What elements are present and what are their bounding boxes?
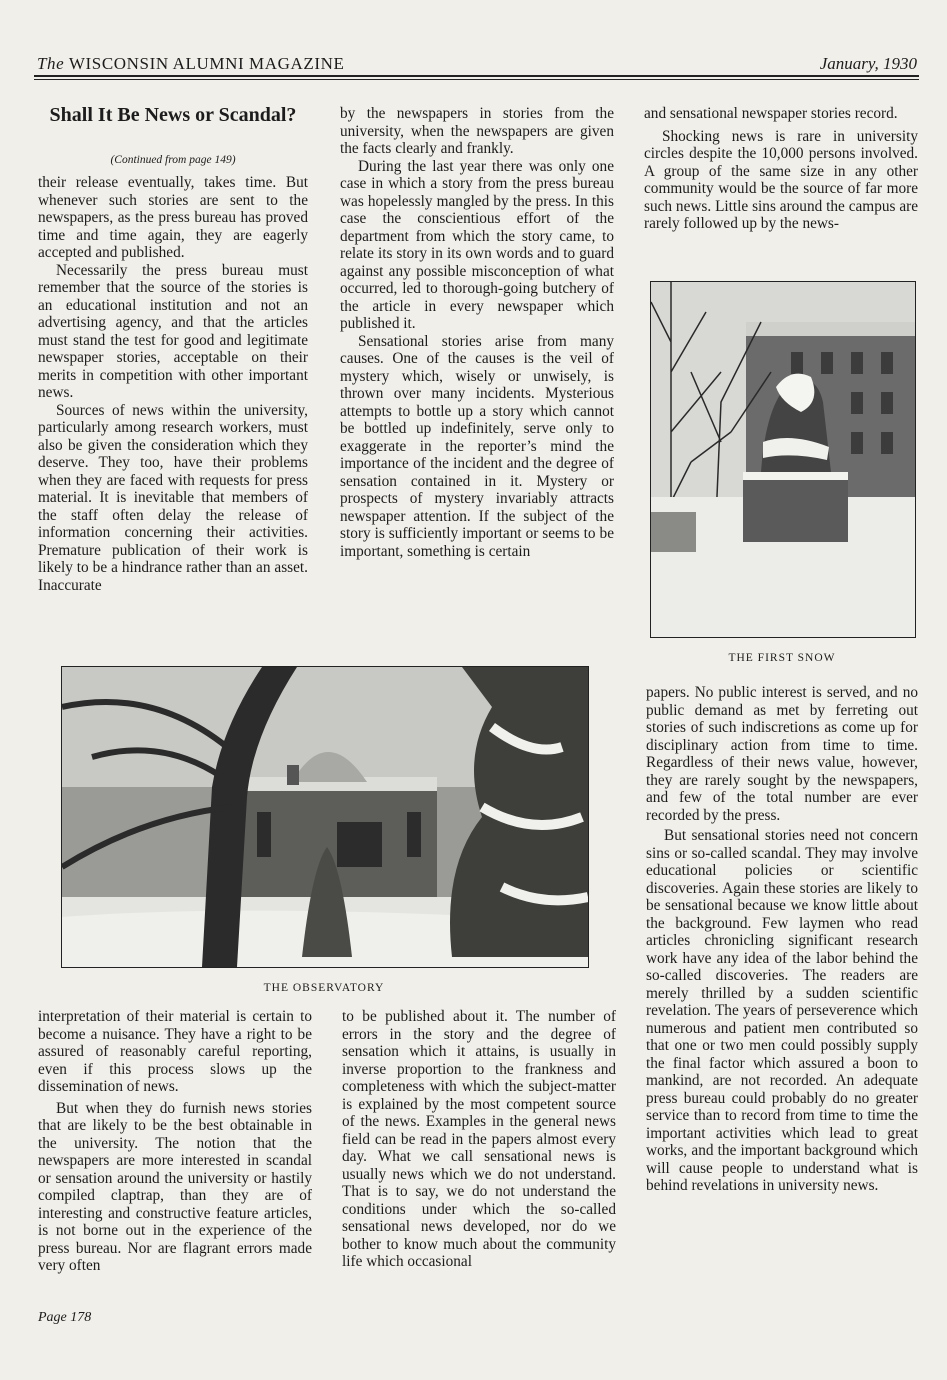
paragraph: But when they do furnish news stories that are likely to be the best obtainable in the university. The notion that the newspapers are more interested in scandal or sensation around the university or hastily compiled claptrap, than they are of interesting and constructive feature articles, is not borne out in the experience of the press bureau. Nor are flagrant errors made very often bbox=[38, 1099, 312, 1274]
first-snow-caption: THE FIRST SNOW bbox=[728, 652, 836, 664]
paragraph: papers. No public interest is served, and no public demand as met by ferreting out stories of such indiscretions as come up for disciplinary action from time to time. Regardless of their news value, however, they are rarely sought by the newspapers, and few of the total number are ever recorded by the press. bbox=[646, 684, 918, 824]
paragraph: and sensational newspaper stories record. bbox=[644, 105, 898, 122]
magazine-header bbox=[37, 54, 345, 74]
statue-in-snow-image bbox=[651, 282, 915, 637]
paragraph: interpretation of their material is certain to become a nuisance. They have a right to be assured of reasonably careful reporting, even if this process slows up the dissemination of news. bbox=[38, 1008, 312, 1095]
paragraph: by the newspapers in stories from the university, when the newspapers are given the facts clearly and frankly. bbox=[340, 105, 614, 157]
paragraph: their release eventually, takes time. But whenever such stories are sent to the newspapers, as the press bureau has proved time and time again, they are eagerly accepted and published. bbox=[38, 174, 308, 261]
column-3-bottom bbox=[646, 684, 918, 1195]
paragraph: Shocking news is rare in university circles despite the 10,000 persons involved. A group of the same size in any other community would be the source of far more such news. Little sins around the campus are rarely followed up by the news- bbox=[644, 127, 918, 232]
observatory-photo bbox=[61, 666, 589, 968]
paragraph: Sources of news within the university, particularly among research workers, must also be given the consideration which they deserve. They too, have their problems when they are faced with requests for press material. It is inevitable that members of the staff often delay the release of information concerning their activities. Premature publication of their work is likely to be a hindrance rather than an asset. Inaccurate bbox=[38, 401, 308, 594]
magazine-name: WISCONSIN ALUMNI MAGAZINE bbox=[68, 54, 345, 73]
paragraph: Sensational stories arise from many causes. One of the causes is the veil of mystery which, wisely or unwisely, is thrown over many incidents. Mysterious attempts to bottle up a story which cannot be bottled up indefinitely, serve only to exaggerate in the reporter’s mind the importance of the incident and the degree of sensation contained in it. Mystery or prospects of mystery invariably attracts newspaper attention. If the subject of the story is sufficiently important or seems to be important, something is certain bbox=[340, 332, 614, 560]
observatory-image bbox=[62, 667, 588, 967]
column-2-top bbox=[340, 105, 614, 560]
magazine-prefix: The bbox=[37, 54, 65, 73]
first-snow-photo bbox=[650, 281, 916, 638]
column-1-bottom bbox=[38, 1008, 312, 1275]
column-3-top bbox=[644, 105, 918, 233]
issue-date: January, 1930 bbox=[819, 54, 917, 73]
paragraph: Necessarily the press bureau must remember that the source of the stories is an educational institution and not an advertising agency, and that the articles must stand the test for good and legitimate newspaper stories, acceptable on their merits in competition with other important news. bbox=[38, 261, 308, 401]
paragraph: During the last year there was only one case in which a story from the press bureau was hopelessly mangled by the press. In this case the conscientious effort of the department from which the story came, to relate its story in its own words and to guard against any possible misconception of what occurred, led to thorough-going butchery of the article in every newspaper which published it. bbox=[340, 157, 614, 332]
observatory-caption: THE OBSERVATORY bbox=[263, 982, 385, 994]
page-number: Page 178 bbox=[38, 1310, 92, 1325]
header-rule-thin bbox=[34, 79, 919, 80]
paragraph: to be published about it. The number of errors in the story and the degree of sensation which it attains, is usually in inverse proportion to the frankness and completeness with which the subject-matter is explained by the most competent source of the news. Examples in the general news field can be read in the papers almost every day. What we call sensational news is usually news which we do not understand. That is to say, we do not understand the conditions under which the so-called sensational news developed, nor do we bother to know much about the community life which occasional bbox=[342, 1008, 616, 1270]
column-2-bottom bbox=[342, 1008, 616, 1271]
article-title: Shall It Be News or Scandal? bbox=[49, 104, 297, 126]
continued-note: (Continued from page 149) bbox=[110, 154, 236, 166]
column-1-top bbox=[38, 174, 308, 594]
header-rule bbox=[34, 75, 919, 77]
paragraph: But sensational stories need not concern sins or so-called scandal. They may involve educational policies or scientific discoveries. Again these stories are likely to be sensational because we know little about the background. Few laymen who read articles chronicling significant research work have any idea of the labor behind the so-called discoveries. The readers are merely thrilled by a sudden scientific revelation. The years of perseverence which numerous and patient men contributed so that one or two men could possibly supply the final factor which assured a boon to mankind, are not recorded. An adequate press bureau could probably do no greater service than to record from time to time the important activities which lead to great works, and the important background which will cause people to understand what is behind revelations in university news. bbox=[646, 827, 918, 1194]
